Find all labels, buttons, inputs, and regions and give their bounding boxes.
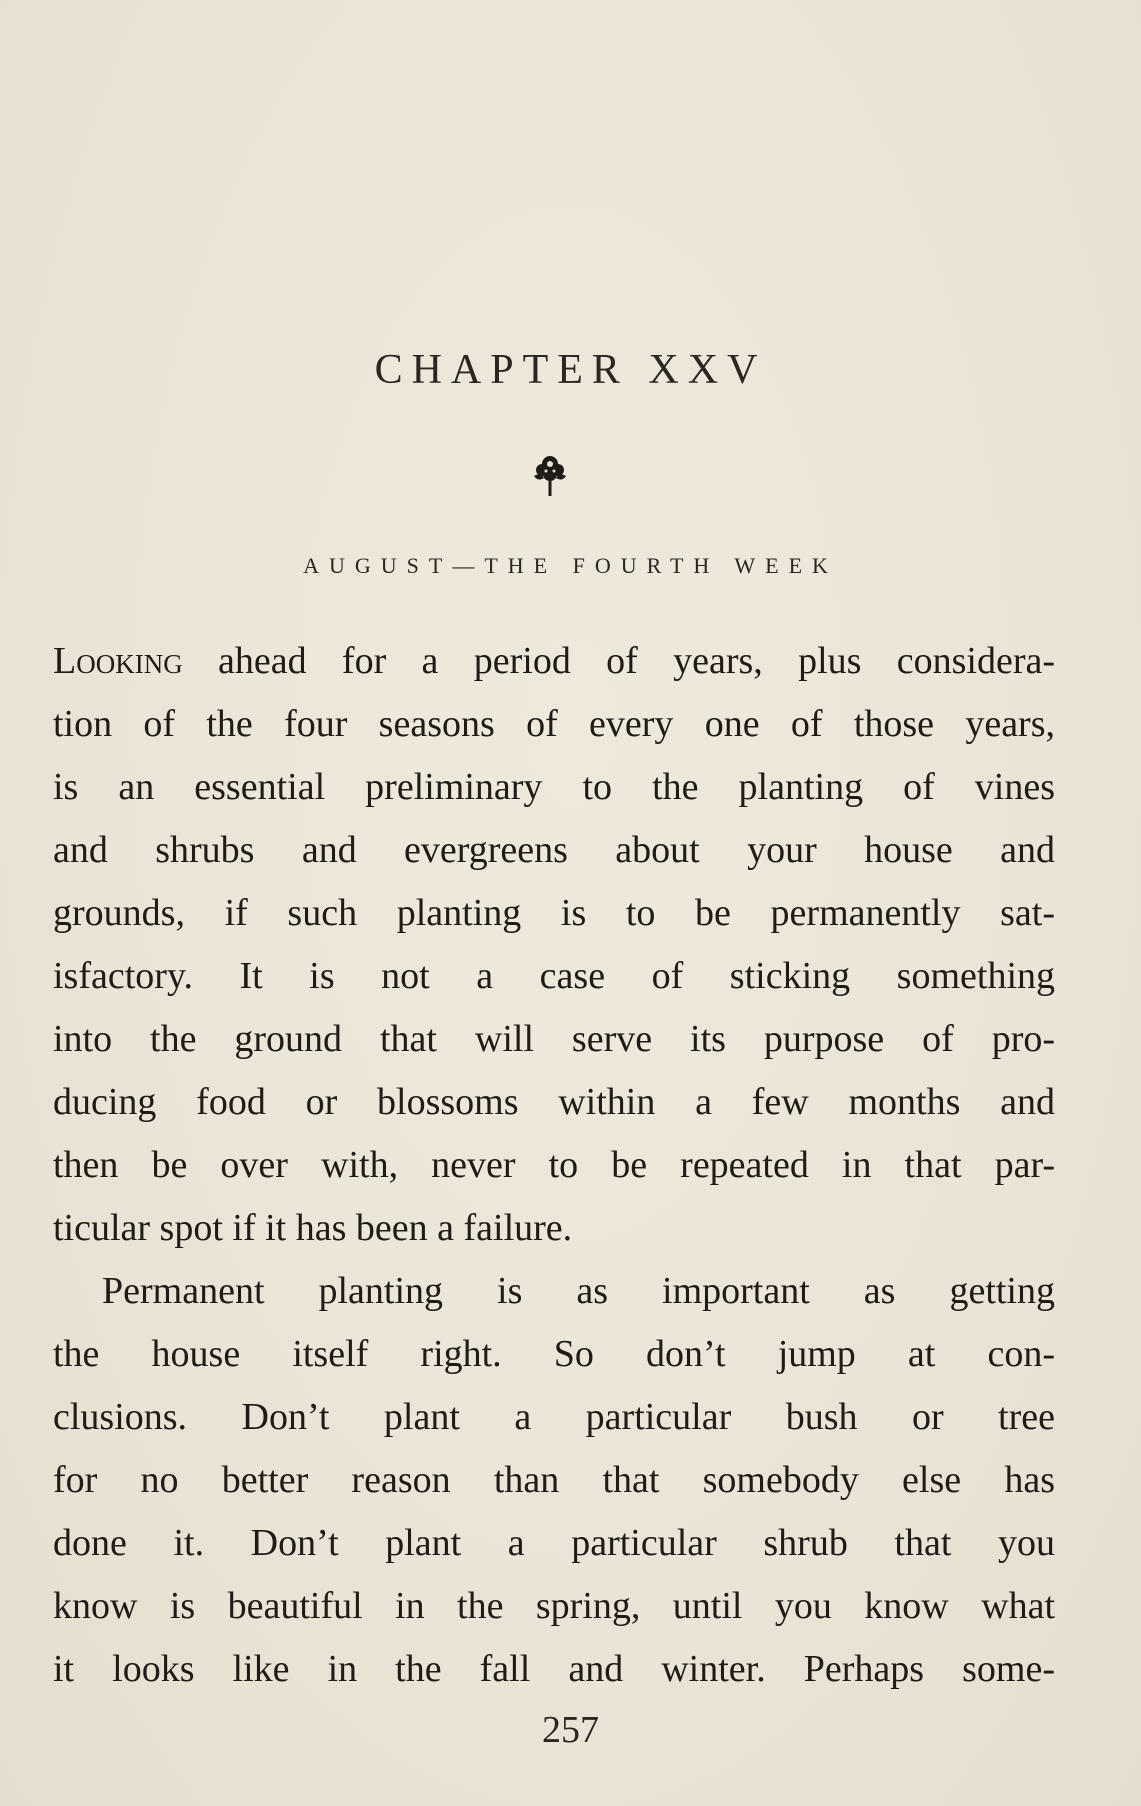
drop-word: Looking (53, 640, 183, 682)
page-number: 257 (542, 1709, 599, 1751)
body-text (53, 630, 1055, 1701)
text-line: isfactory. It is not a case of sticking something (53, 955, 1055, 997)
text-line: it looks like in the fall and winter. Perhaps some- (53, 1648, 1055, 1690)
text-line: into the ground that will serve its purpose of pro- (53, 1018, 1055, 1060)
chapter-subtitle: AUGUST—THE FOURTH WEEK (303, 553, 838, 578)
paragraph-1 (53, 630, 1055, 1260)
text-line: the house itself right. So don’t jump at con- (53, 1333, 1055, 1375)
text-line: know is beautiful in the spring, until you know what (53, 1585, 1055, 1627)
text-line: ducing food or blossoms within a few months and (53, 1081, 1055, 1123)
paragraph-2 (53, 1260, 1055, 1701)
text-line: Looking ahead for a period of years, plus considera- (53, 640, 1055, 682)
text-line: tion of the four seasons of every one of those years, (53, 703, 1055, 745)
rose-ornament-icon (528, 450, 572, 498)
text-line: for no better reason than that somebody else has (53, 1459, 1055, 1501)
text-line: done it. Don’t plant a particular shrub that you (53, 1522, 1055, 1564)
text-line: grounds, if such planting is to be permanently sat- (53, 892, 1055, 934)
text-line: ticular spot if it has been a failure. (53, 1207, 573, 1249)
text-line: and shrubs and evergreens about your house and (53, 829, 1055, 871)
text-line: is an essential preliminary to the planting of vines (53, 766, 1055, 808)
text-line: Permanent planting is as important as getting (102, 1270, 1055, 1312)
chapter-title: CHAPTER XXV (374, 347, 767, 393)
text-line: clusions. Don’t plant a particular bush or tree (53, 1396, 1055, 1438)
text-line: then be over with, never to be repeated in that par- (53, 1144, 1055, 1186)
